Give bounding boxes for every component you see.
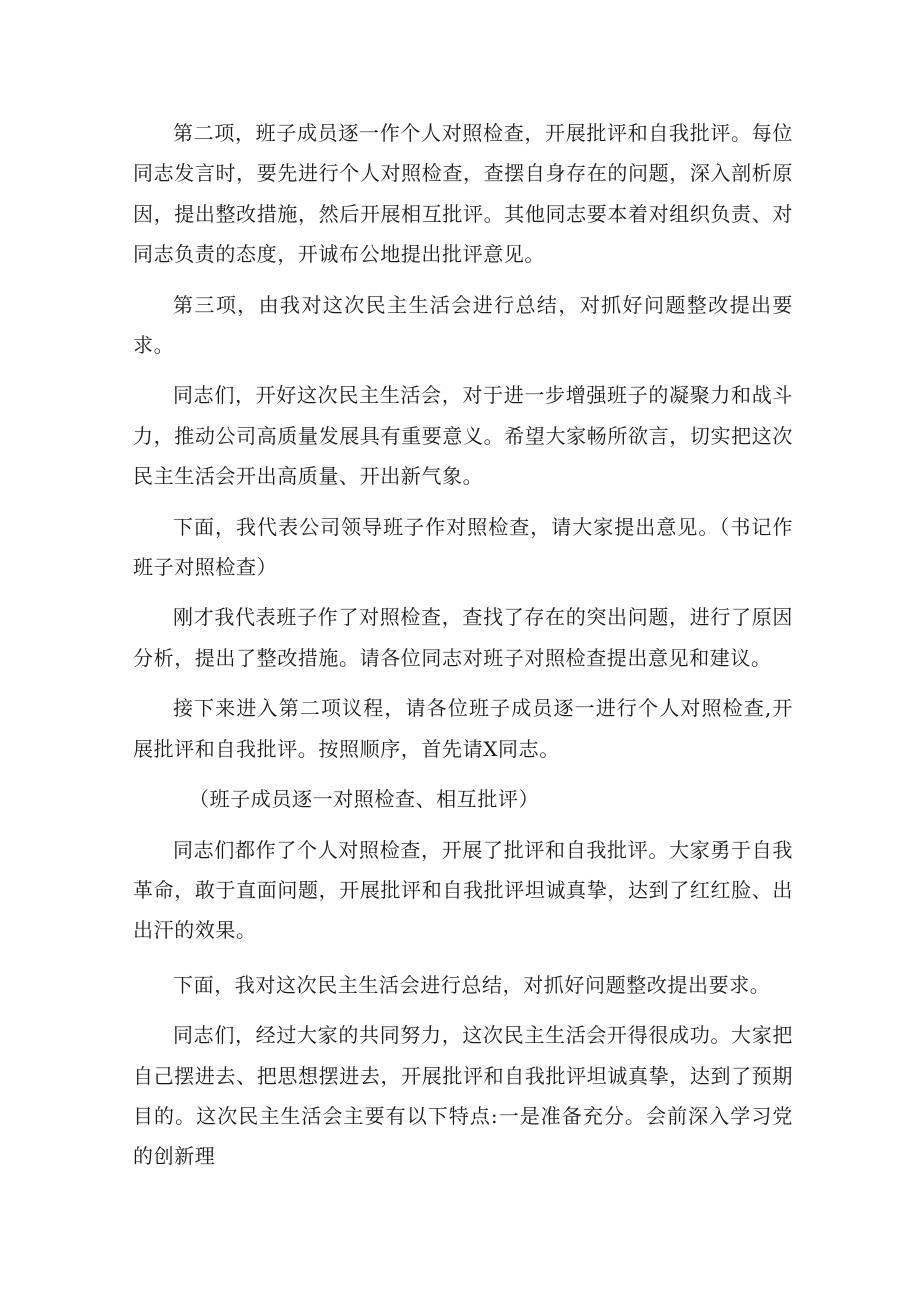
paragraph-item-3: 第二项，班子成员逐一作个人对照检查，开展批评和自我批评。每位同志发言时，要先进行个人对照检查，查摆自身存在的问题，深入剖析原因，提出整改措施，然后开展相互批评。其他同志要本着对组织负责、对同志负责的态度，开诚布公地提出批评意见。 bbox=[133, 121, 793, 267]
paragraph-second-agenda: 接下来进入第二项议程，请各位班子成员逐一进行个人对照检查,开展批评和自我批评。按照顺序，首先请X同志。 bbox=[133, 696, 793, 761]
document-body bbox=[133, 113, 793, 1187]
paragraph-item-4: 第三项，由我对这次民主生活会进行总结，对抓好问题整改提出要求。 bbox=[133, 292, 793, 358]
paragraph-review-summary: 刚才我代表班子作了对照检查，查找了存在的突出问题，进行了原因分析，提出了整改措施。请各位同志对班子对照检查提出意见和建议。 bbox=[133, 605, 793, 670]
paragraph-opening-remarks: 同志们，开好这次民主生活会，对于进一步增强班子的凝聚力和战斗力，推动公司高质量发展具有重要意义。希望大家畅所欲言，切实把这次民主生活会开出高质量、开出新气象。 bbox=[133, 383, 793, 489]
paragraph-summary-intro: 下面，我对这次民主生活会进行总结，对抓好问题整改提出要求。 bbox=[173, 972, 771, 997]
paragraph-individual-review: 同志们都作了个人对照检查，开展了批评和自我批评。大家勇于自我革命，敢于直面问题，开展批评和自我批评坦诚真挚，达到了红红脸、出出汗的效果。 bbox=[133, 837, 793, 943]
paragraph-summary-body: 同志们，经过大家的共同努力，这次民主生活会开得很成功。大家把自己摆进去、把思想摆进去，开展批评和自我批评坦诚真挚，达到了预期目的。这次民主生活会主要有以下特点:一是准备充分。会前深入学习党的创新理 bbox=[133, 1023, 793, 1169]
paragraph-team-review: 下面，我代表公司领导班子作对照检查，请大家提出意见。（书记作班子对照检查） bbox=[133, 514, 793, 580]
paragraph-stage-note: （班子成员逐一对照检查、相互批评） bbox=[189, 787, 540, 812]
